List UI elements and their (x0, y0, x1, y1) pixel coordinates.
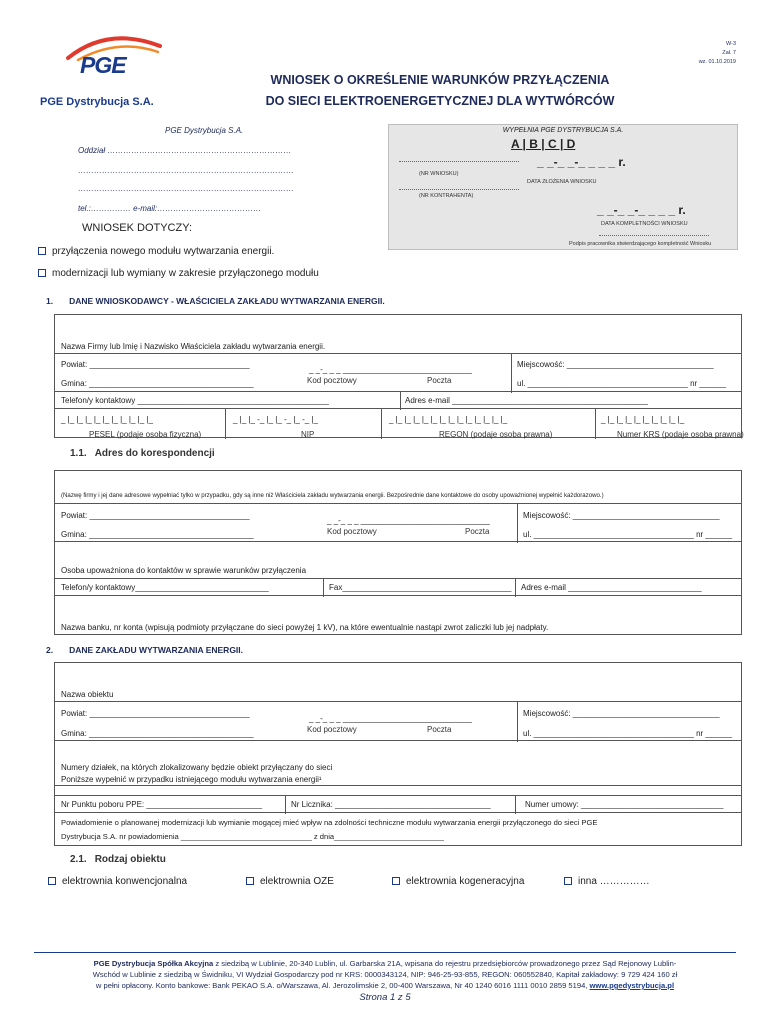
notification-field[interactable]: Powiadomienie o planowanej modernizacji lub wymianie mogącej mieć wpływ na zdolności techniczne modułu wytwarzania energii przyłączonego do sieci PGE Dystrybucja S.A. nr powiadomienia _______________________________ z dnia__________________________ (54, 812, 742, 846)
correspondence-address-row: Powiat: ____________________________________ Gmina: _____________________________________ _ _-_ _ _ _____________________________ Kod pocztowy Poczta Miejscowość: _________________________________ ul. ____________________________________ nr ______ (54, 503, 742, 542)
existing-module-row (54, 795, 742, 813)
plots-field[interactable]: Numery działek, na których zlokalizowany będzie obiekt przyłączany do sieci Poniższe wypełnić w przypadku istniejącego modułu wytwarzania energii¹ (54, 740, 742, 796)
section-2-heading: 2. DANE ZAKŁADU WYTWARZANIA ENERGII. (46, 645, 244, 655)
completeness-date-label: DATA KOMPLETNOŚCI WNIOSKU (601, 221, 688, 227)
pge-logo (38, 30, 188, 90)
street-field[interactable]: ul. ____________________________________ nr ______ (523, 530, 733, 539)
office-use-box (388, 124, 738, 250)
object-type-other[interactable]: inna …………… (564, 876, 650, 887)
request-option-new[interactable]: przyłączenia nowego modułu wytwarzania energii. (38, 246, 274, 257)
fax-field[interactable]: Fax______________________________________ (329, 583, 512, 592)
checkbox-icon[interactable] (48, 877, 56, 885)
submission-date[interactable]: _ _-_ _-_ _ _ _ r. (537, 155, 626, 169)
signature-label: Podpis pracownika stwierdzającego kompletność Wniosku (569, 241, 712, 247)
applicant-contact-row (54, 391, 742, 409)
checkbox-icon[interactable] (564, 877, 572, 885)
category-letters[interactable]: A | B | C | D (511, 137, 576, 151)
page-title: WNIOSEK O OKREŚLENIE WARUNKÓW PRZYŁĄCZENIA DO SIECI ELEKTROENERGETYCZNEJ DLA WYTWÓRCÓW (265, 73, 615, 108)
footer-divider (34, 952, 736, 953)
section-1-1-heading: 1.1. Adres do korespondencji (70, 448, 215, 459)
gmina-field[interactable]: Gmina: _____________________________________ (61, 379, 254, 388)
checkbox-icon[interactable] (38, 269, 46, 277)
website-link[interactable]: www.pgedystrybucja.pl (589, 981, 675, 990)
nr-kontrahenta-label: (NR KONTRAHENTA) (419, 193, 474, 199)
gmina-field[interactable]: Gmina: _____________________________________ (61, 530, 254, 539)
address-company: PGE Dystrybucja S.A. (165, 126, 244, 135)
company-name: PGE Dystrybucja S.A. (40, 96, 154, 108)
email-field[interactable]: Adres e-mail ______________________________ (521, 583, 702, 592)
correspondence-name-field[interactable]: (Nazwę firmy i jej dane adresowe wypełniać tylko w przypadku, gdy są inne niż Właściciela zakładu wytwarzania energii. Bezpośrednie dane kontaktowe do osoby upoważnionej wypełnić każdorazowo.) (54, 470, 742, 504)
object-address-row: Powiat: ____________________________________ Gmina: _____________________________________ _ _-_ _ _ _____________________________ Kod pocztowy Poczta Miejscowość: _________________________________ ul. ____________________________________ nr ______ (54, 701, 742, 741)
object-type-cogeneration[interactable]: elektrownia kogeneracyjna (392, 876, 524, 887)
ppe-field[interactable]: Nr Punktu poboru PPE: __________________________ (61, 800, 263, 809)
office-box-title: WYPEŁNIA PGE DYSTRYBUCJA S.A. (502, 127, 624, 134)
powiat-field[interactable]: Powiat: ____________________________________ (61, 709, 250, 718)
contract-field[interactable]: Numer umowy: ________________________________ (525, 800, 724, 809)
object-type-conventional[interactable]: elektrownia konwencjonalna (48, 876, 187, 887)
logo-text: PGE (80, 52, 126, 78)
address-line[interactable]: ……………………………………………………………………… (78, 184, 294, 193)
request-option-modernization[interactable]: modernizacji lub wymiany w zakresie przyłączonego modułu (38, 268, 319, 279)
nip-field[interactable]: _ |_ |_ -_ |_ |_ -_ |_ -_ |_ (233, 415, 318, 424)
checkbox-icon[interactable] (392, 877, 400, 885)
signature-line[interactable] (599, 235, 709, 236)
postal-code-field[interactable]: _ _-_ _ _ _____________________________ (309, 365, 472, 374)
page-number: Strona 1 z 5 (359, 992, 411, 1003)
doc-reference: W-3 Zał. 7 wz. 01.10.2019 (698, 41, 736, 65)
city-field[interactable]: Miejscowość: _________________________________ (523, 709, 720, 718)
meter-field[interactable]: Nr Licznika: ___________________________________ (291, 800, 491, 809)
krs-field[interactable]: _ |_ |_ |_ |_ |_ |_ |_ |_ |_ (601, 415, 685, 424)
correspondence-contact-row (54, 578, 742, 596)
street-field[interactable]: ul. ____________________________________ nr ______ (523, 729, 733, 738)
footer: PGE Dystrybucja Spółka Akcyjna z siedzibą w Lublinie, 20-340 Lublin, ul. Garbarska 21A, wpisana do rejestru przedsiębiorców prowadzonego przez Sąd Rejonowy Lublin- Wschód w Lublinie z siedzibą w Świdniku, VI Wydział Gospodarczy pod nr KRS: 0000343124, NIP: 946-25-93-855, REGON: 060552840, Kapitał zakładowy: 9 729 424 160 zł w pełni opłacony. Konto bankowe: Bank PEKAO S.A. o/Warszawa, Al. Jerozolimskie 2, 00-400 Warszawa, Nr 40 1240 6016 1111 0010 2859 5194, www.pgedystrybucja.pl Strona 1 z 5 (34, 958, 736, 1003)
powiat-field[interactable]: Powiat: ____________________________________ (61, 511, 250, 520)
powiat-field[interactable]: Powiat: ____________________________________ (61, 360, 250, 369)
applicant-ids-row: _ |_ |_ |_ |_ |_ |_ |_ |_ |_ |_ PESEL (podaje osoba fizyczna) _ |_ |_ -_ |_ |_ -_ |_ -_ |_ NIP _ |_ |_ |_ |_ |_ |_ |_ |_ |_ |_ |_ |_ |_ REGON (podaje osoba prawna) _ |_ |_ |_ |_ |_ |_ |_ |_ |_ Numer KRS (podaje osoba prawna) (54, 408, 742, 438)
gmina-field[interactable]: Gmina: _____________________________________ (61, 729, 254, 738)
nr-wniosku-label: (NR WNIOSKU) (419, 171, 459, 177)
checkbox-icon[interactable] (246, 877, 254, 885)
section-2-1-heading: 2.1. Rodzaj obiektu (70, 854, 166, 865)
city-field[interactable]: Miejscowość: _________________________________ (517, 360, 714, 369)
request-heading: WNIOSEK DOTYCZY: (82, 222, 193, 234)
regon-field[interactable]: _ |_ |_ |_ |_ |_ |_ |_ |_ |_ |_ |_ |_ |_ (389, 415, 508, 424)
nr-wniosku-line[interactable] (399, 161, 519, 162)
section-1-heading: 1. DANE WNIOSKODAWCY - WŁAŚCICIELA ZAKŁADU WYTWARZANIA ENERGII. (46, 296, 385, 306)
postal-code-field[interactable]: _ _-_ _ _ _____________________________ (309, 714, 472, 723)
phone-field[interactable]: Telefon/y kontaktowy______________________________ (61, 583, 269, 592)
postal-code-field[interactable]: _ _-_ _ _ _____________________________ (327, 516, 490, 525)
bank-account-field[interactable]: Nazwa banku, nr konta (wpisują podmioty przyłączane do sieci powyżej 1 kV), na które ewentualnie nastąpi zwrot zaliczki lub jej nadpłaty. (54, 595, 742, 635)
object-name-field[interactable]: Nazwa obiektu (54, 662, 742, 702)
completeness-date[interactable]: _ _-_ _-_ _ _ _ r. (597, 203, 686, 217)
address-branch[interactable]: Oddział …………………………………………………………… (78, 146, 292, 155)
email-field[interactable]: Adres e-mail ____________________________________________ (405, 396, 648, 405)
checkbox-icon[interactable] (38, 247, 46, 255)
city-field[interactable]: Miejscowość: _________________________________ (523, 511, 720, 520)
pesel-field[interactable]: _ |_ |_ |_ |_ |_ |_ |_ |_ |_ |_ (61, 415, 153, 424)
street-field[interactable]: ul. ____________________________________ nr ______ (517, 379, 727, 388)
nr-kontrahenta-line[interactable] (399, 189, 519, 190)
phone-field[interactable]: Telefon/y kontaktowy ___________________________________________ (61, 396, 329, 405)
applicant-address-row: Powiat: ____________________________________ Gmina: _____________________________________ _ _-_ _ _ _____________________________ Kod pocztowy Poczta Miejscowość: _________________________________ ul. ____________________________________ nr ______ (54, 353, 742, 392)
applicant-name-field[interactable]: Nazwa Firmy lub Imię i Nazwisko Właściciela zakładu wytwarzania energii. (54, 314, 742, 354)
object-type-oze[interactable]: elektrownia OZE (246, 876, 334, 887)
address-line[interactable]: ……………………………………………………………………… (78, 166, 294, 175)
authorized-person-field[interactable]: Osoba upoważniona do kontaktów w sprawie warunków przyłączenia (54, 541, 742, 579)
submission-date-label: DATA ZŁOŻENIA WNIOSKU (527, 179, 597, 185)
address-contact[interactable]: tel.:…………… e-mail:………………………………… (78, 204, 262, 213)
